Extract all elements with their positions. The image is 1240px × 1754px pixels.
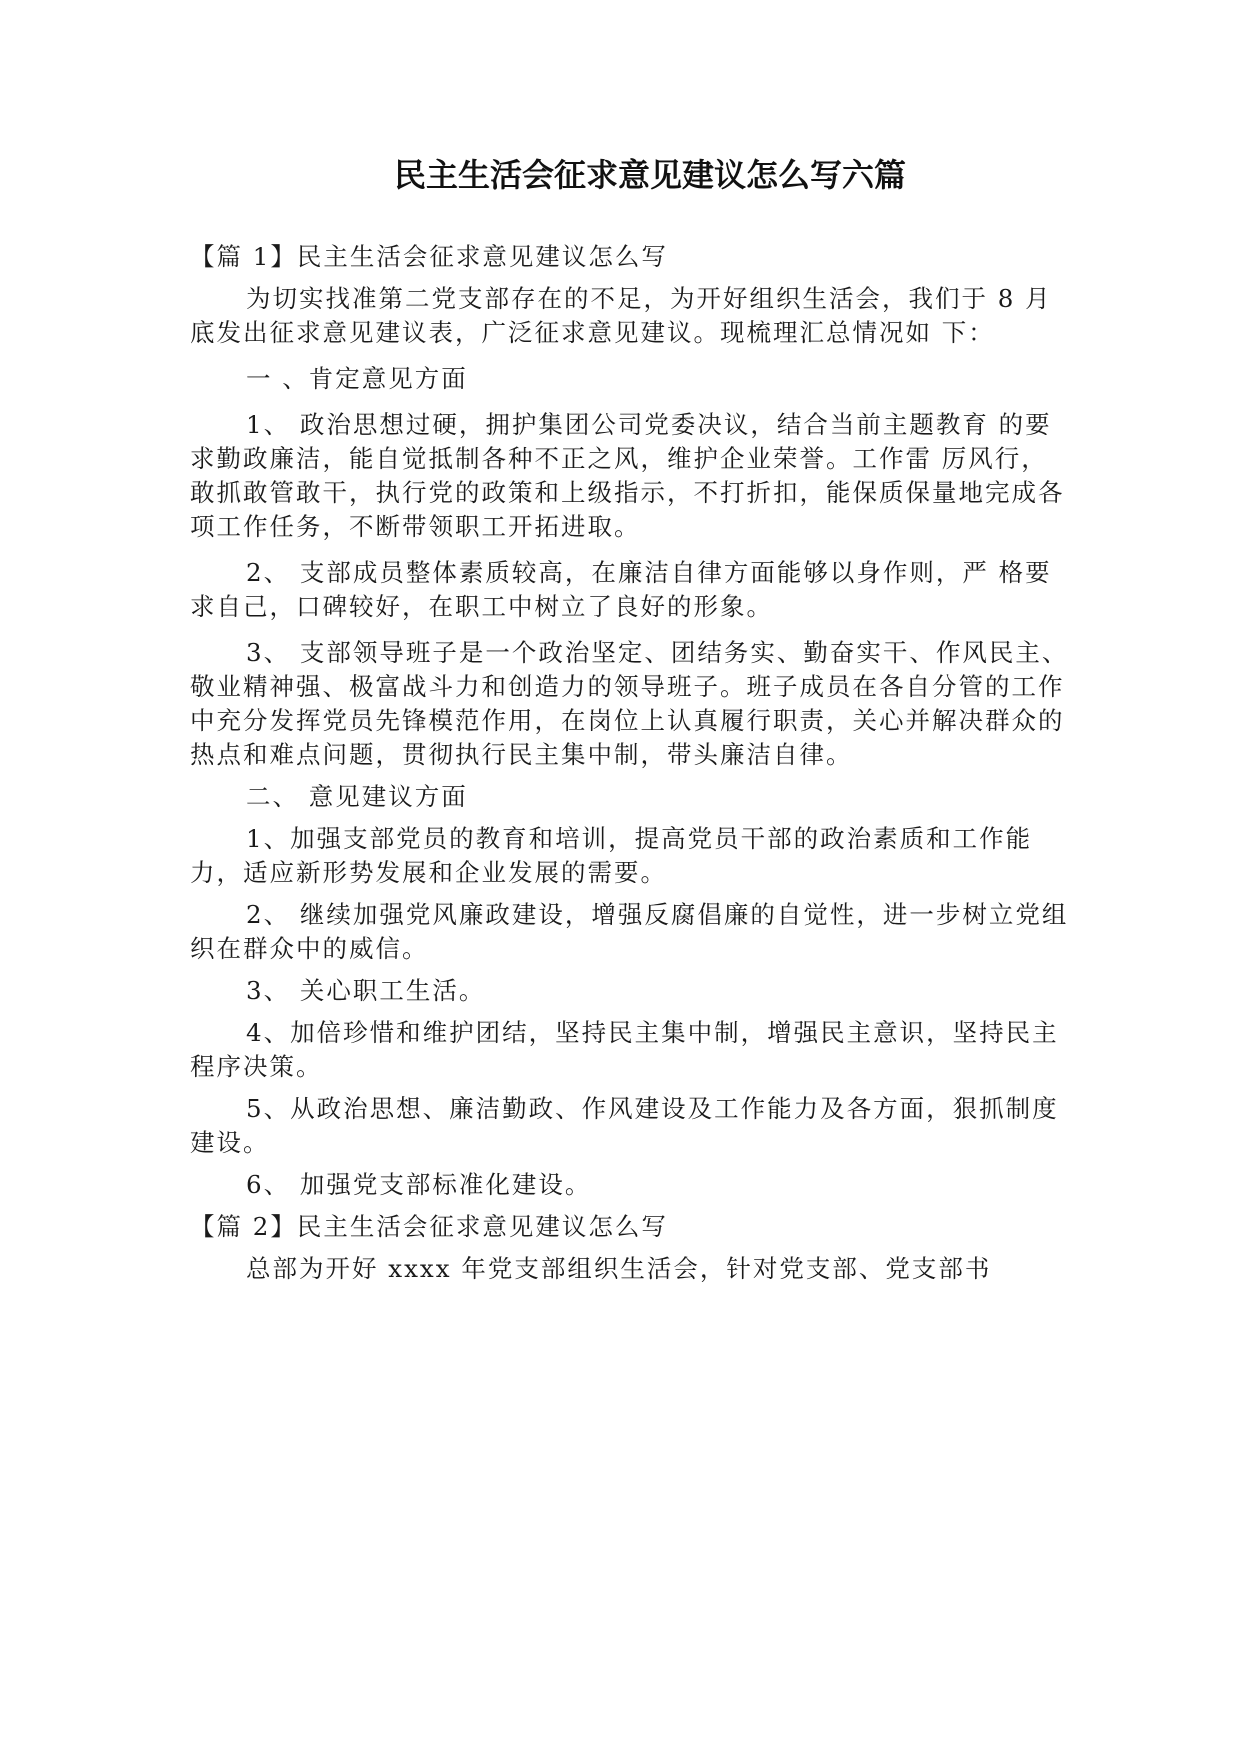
paragraph-intro: 为切实找准第二党支部存在的不足，为开好组织生活会，我们于 8 月底发出征求意见建议表，广泛征求意见建议。现梳理汇总情况如 下： [190, 284, 1052, 347]
paragraph-positive-3: 3、 支部领导班子是一个政治坚定、团结务实、勤奋实干、作风民主、敬业精神强、极富战斗力和创造力的领导班子。班子成员在各自分管的工作中充分发挥党员先锋模范作用，在岗位上认真履行职责，关心并解决群众的热点和难点问题，贯彻执行民主集中制，带头廉洁自律。 [190, 638, 1069, 769]
paragraph-suggestion-4: 4、加倍珍惜和维护团结，坚持民主集中制，增强民主意识，坚持民主程序决策。 [190, 1018, 1059, 1081]
subheading-suggestions: 二、 意见建议方面 [246, 782, 468, 811]
paragraph-suggestion-6: 6、 加强党支部标准化建设。 [246, 1170, 592, 1199]
paragraph-suggestion-3: 3、 关心职工生活。 [246, 976, 486, 1005]
section-heading-2: 【篇 2】民主生活会征求意见建议怎么写 [190, 1212, 668, 1241]
paragraph-suggestion-2: 2、 继续加强党风廉政建设，增强反腐倡廉的自觉性，进一步树立党组织在群众中的威信。 [190, 900, 1069, 963]
document-body [190, 240, 1070, 1286]
subheading-positive: 一 、肯定意见方面 [246, 364, 468, 393]
paragraph-suggestion-5: 5、从政治思想、廉洁勤政、作风建设及工作能力及各方面，狠抓制度建设。 [190, 1094, 1059, 1157]
section-heading-1: 【篇 1】民主生活会征求意见建议怎么写 [190, 242, 668, 271]
paragraph-positive-2: 2、 支部成员整体素质较高，在廉洁自律方面能够以身作则，严 格要求自己，口碑较好，在职工中树立了良好的形象。 [190, 558, 1052, 621]
document-title: 民主生活会征求意见建议怎么写六篇 [393, 156, 906, 194]
paragraph-positive-1: 1、 政治思想过硬，拥护集团公司党委决议，结合当前主题教育 的要求勤政廉洁，能自觉抵制各种不正之风，维护企业荣誉。工作雷 厉风行，敢抓敢管敢干，执行党的政策和上级指示，不打折扣，能保质保量地完成各项工作任务，不断带领职工开拓进取。 [190, 410, 1065, 541]
paragraph-suggestion-1: 1、加强支部党员的教育和培训，提高党员干部的政治素质和工作能力，适应新形势发展和企业发展的需要。 [190, 824, 1033, 887]
paragraph-section2-intro: 总部为开好 xxxx 年党支部组织生活会，针对党支部、党支部书 [246, 1254, 992, 1283]
